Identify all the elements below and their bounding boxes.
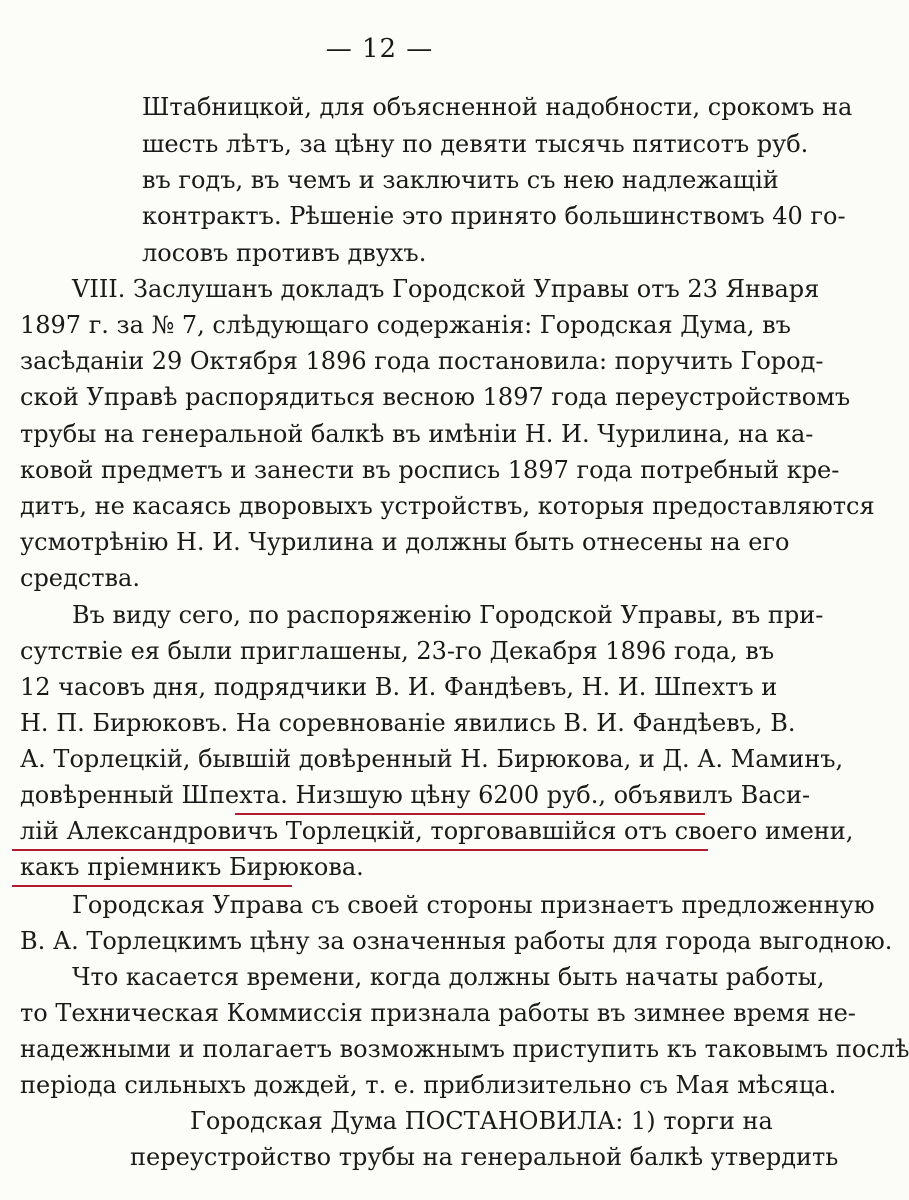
text-line: переустройство трубы на генеральной балкѣ утвердить: [130, 1143, 839, 1171]
text-line: ской Управѣ распорядиться весною 1897 года переустройствомъ: [20, 383, 851, 411]
text-line: въ годъ, въ чемъ и заключить съ нею надлежащій: [142, 166, 779, 194]
text-line: 1897 г. за № 7, слѣдующаго содержанія: Городская Дума, въ: [20, 311, 791, 339]
text-line: В. А. Торлецкимъ цѣну за означенныя работы для города выгодною.: [20, 927, 893, 955]
text-line: VIII. Заслушанъ докладъ Городской Управы отъ 23 Января: [72, 275, 820, 303]
text-line: Н. П. Бирюковъ. На соревнованіе явились В. И. Фандѣевъ, В.: [20, 709, 796, 737]
text-line: дитъ, не касаясь дворовыхъ устройствъ, которыя предоставляются: [20, 492, 875, 520]
text-line: трубы на генеральной балкѣ въ имѣніи Н. И. Чурилина, на ка-: [20, 420, 814, 448]
text-line: 12 часовъ дня, подрядчики В. И. Фандѣевъ, Н. И. Шпехтъ и: [20, 673, 778, 701]
text-line: А. Торлецкій, бывшій довѣренный Н. Бирюкова, и Д. А. Маминъ,: [20, 745, 844, 773]
text-line: лосовъ противъ двухъ.: [142, 239, 427, 267]
text-line: ковой предметъ и занести въ роспись 1897 года потребный кре-: [20, 456, 840, 484]
text-line: Штабницкой, для объясненной надобности, срокомъ на: [142, 93, 853, 121]
text-line: Въ виду сего, по распоряженію Городской Управы, въ при-: [72, 601, 824, 629]
text-line: періода сильныхъ дождей, т. е. приблизительно съ Мая мѣсяца.: [20, 1071, 837, 1099]
text-line: Городская Управа съ своей стороны признаетъ предложенную: [72, 891, 875, 919]
text-line: надежными и полагаетъ возможнымъ приступить къ таковымъ послѣ: [20, 1035, 909, 1063]
text-line: контрактъ. Рѣшеніе это принято большинствомъ 40 го-: [142, 202, 846, 230]
text-line: Что касается времени, когда должны быть начаты работы,: [72, 963, 825, 991]
text-line: средства.: [20, 564, 140, 592]
page-number: — 12 —: [325, 34, 434, 64]
text-line: Городская Дума ПОСТАНОВИЛА: 1) торги на: [190, 1107, 773, 1135]
annotation-underline: [235, 813, 705, 815]
text-line: лій Александровичъ Торлецкій, торговавшійся отъ своего имени,: [20, 817, 854, 845]
text-line: засѣданіи 29 Октября 1896 года постановила: поручить Город-: [20, 347, 824, 375]
text-line: то Техническая Коммиссія признала работы въ зимнее время не-: [20, 999, 856, 1027]
text-line: довѣренный Шпехта. Низшую цѣну 6200 руб., объявилъ Васи-: [20, 781, 811, 809]
annotation-underline: [12, 849, 708, 851]
text-line: какъ пріемникъ Бирюкова.: [20, 853, 364, 881]
text-line: сутствіе ея были приглашены, 23-го Декабря 1896 года, въ: [20, 637, 775, 665]
text-line: усмотрѣнію Н. И. Чурилина и должны быть отнесены на его: [20, 528, 790, 556]
text-line: шесть лѣтъ, за цѣну по девяти тысячь пятисотъ руб.: [142, 130, 809, 158]
